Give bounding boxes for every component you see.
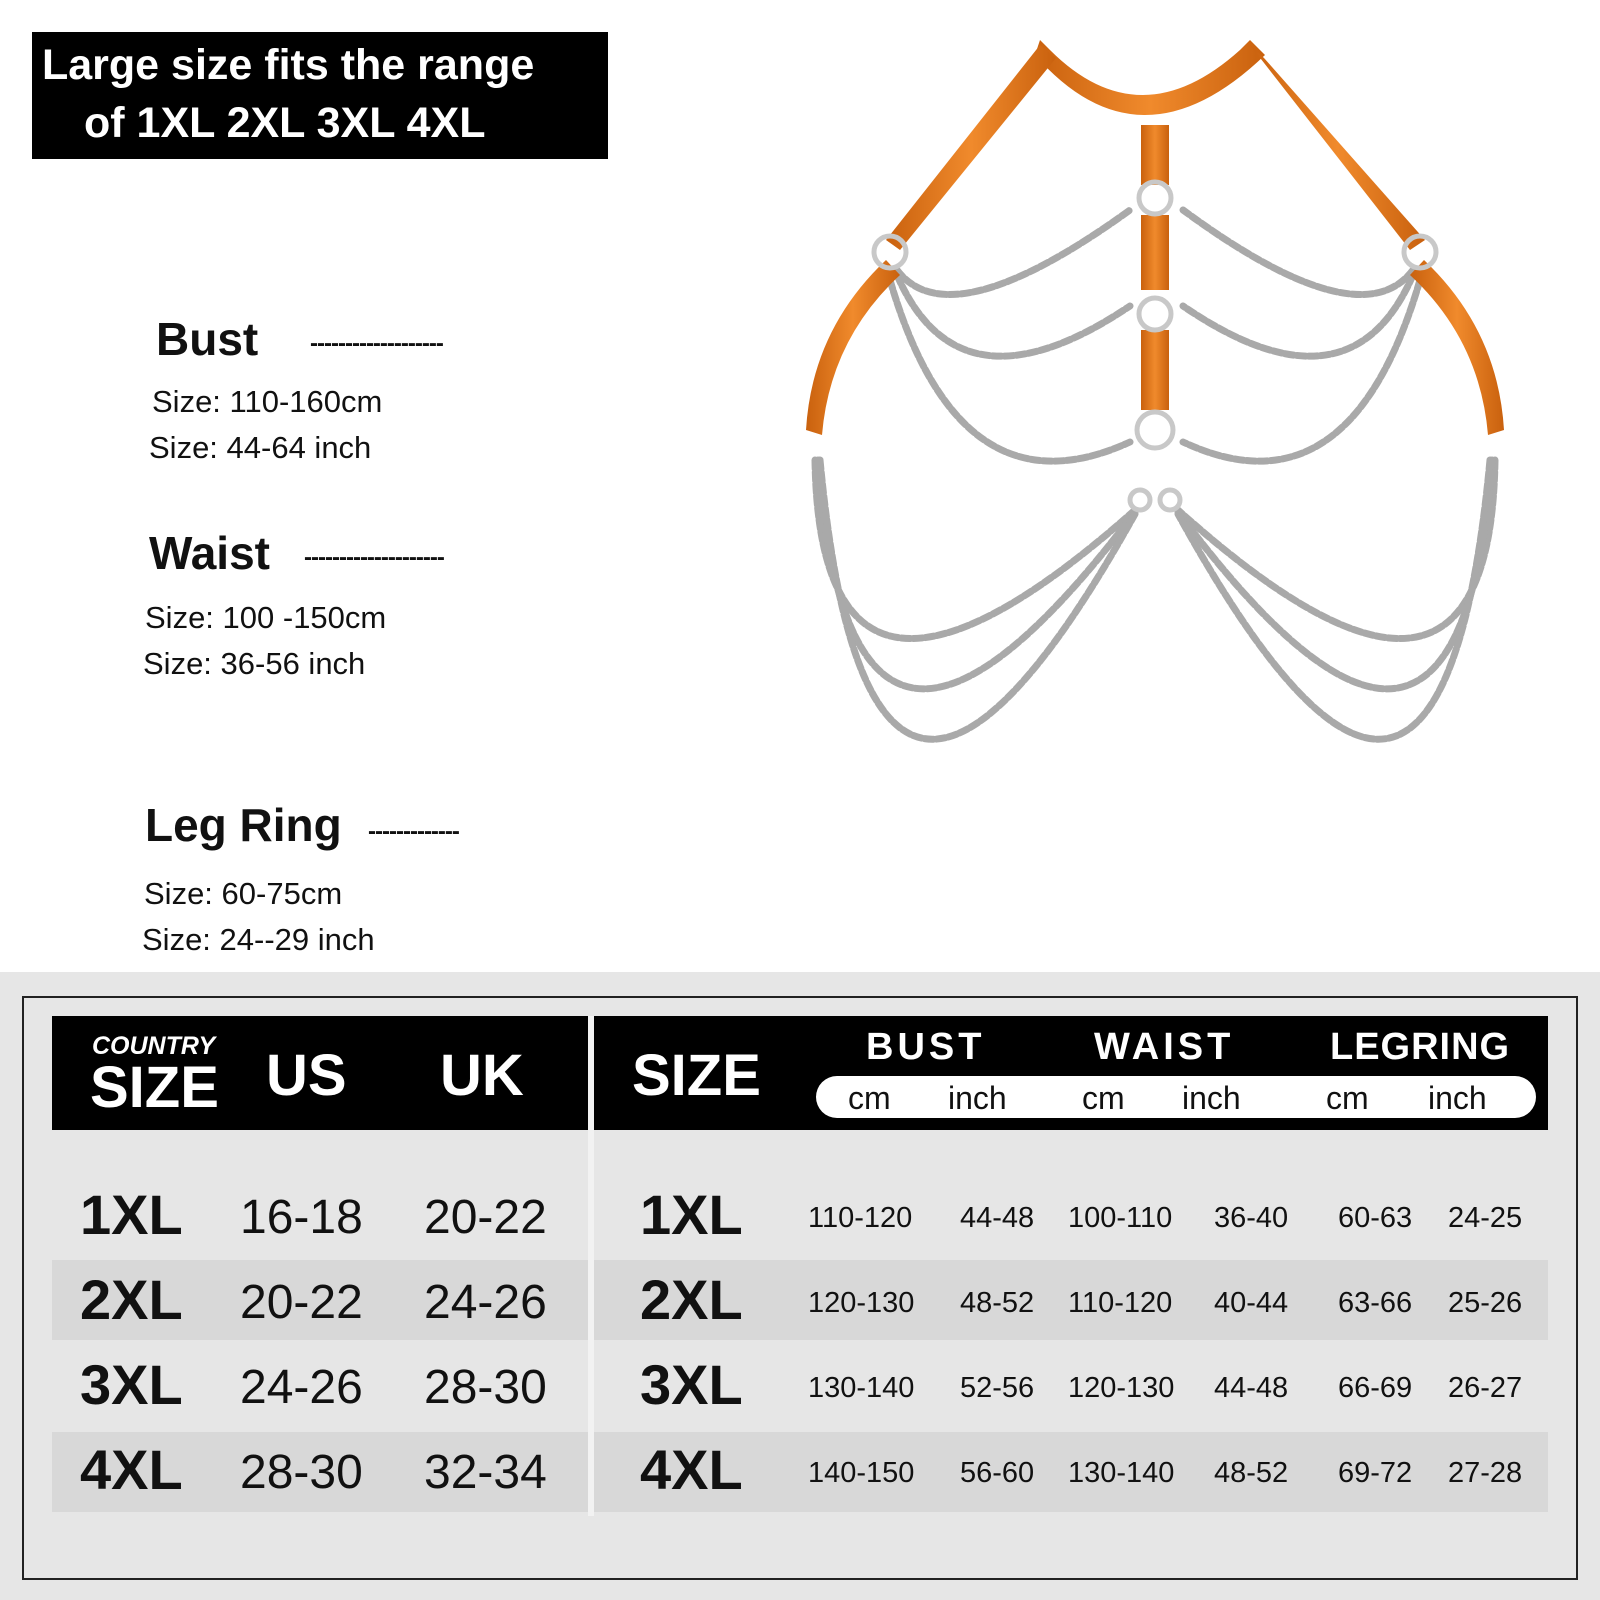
unit-bar [816, 1076, 1536, 1118]
straps [806, 40, 1504, 435]
cell-bust-cm: 130-140 [808, 1372, 915, 1404]
header-waist: WAIST [1094, 1026, 1235, 1068]
header-country: COUNTRY [92, 1032, 216, 1060]
banner-line-2: of 1XL 2XL 3XL 4XL [84, 99, 486, 147]
measurement-inch: Size: 36-56 inch [143, 646, 366, 681]
size-range-banner [32, 32, 608, 159]
cell-leg-cm: 63-66 [1338, 1287, 1413, 1319]
header-uk: UK [440, 1043, 524, 1108]
cell-waist-inch: 40-44 [1214, 1287, 1289, 1319]
header-us: US [266, 1043, 347, 1108]
cell-us: 24-26 [240, 1361, 363, 1414]
cell-bust-cm: 140-150 [808, 1457, 915, 1489]
cell-bust-inch: 52-56 [960, 1372, 1035, 1404]
cell-size: 3XL [640, 1353, 743, 1416]
measurement-cm: Size: 100 -150cm [145, 600, 387, 635]
measurement-inch: Size: 24--29 inch [142, 922, 375, 957]
measurement-dashes: -------------------- [304, 544, 444, 571]
unit-label: inch [1182, 1080, 1241, 1116]
cell-leg-inch: 24-25 [1448, 1202, 1523, 1234]
column-separator [588, 1016, 594, 1516]
cell-waist-inch: 36-40 [1214, 1202, 1289, 1234]
measurement-label: Bust [156, 313, 259, 365]
cell-leg-cm: 60-63 [1338, 1202, 1413, 1234]
measurement-label: Leg Ring [145, 799, 342, 851]
unit-label: inch [1428, 1080, 1487, 1116]
cell-bust-inch: 56-60 [960, 1457, 1035, 1489]
unit-label: cm [848, 1080, 891, 1116]
cell-waist-inch: 44-48 [1214, 1372, 1289, 1404]
cell-uk: 20-22 [424, 1191, 547, 1244]
cell-bust-inch: 48-52 [960, 1287, 1035, 1319]
measurement-cm: Size: 60-75cm [144, 876, 343, 911]
cell-bust-cm: 110-120 [808, 1202, 913, 1234]
cell-waist-cm: 100-110 [1068, 1202, 1173, 1234]
cell-uk: 32-34 [424, 1446, 547, 1499]
cell-us: 28-30 [240, 1446, 363, 1499]
cell-size: 2XL [640, 1268, 743, 1331]
cell-waist-cm: 110-120 [1068, 1287, 1173, 1319]
country-size-header [52, 1016, 588, 1130]
cell-size: 4XL [80, 1438, 183, 1501]
measurement-dashes: ------------------- [310, 330, 443, 357]
cell-us: 16-18 [240, 1191, 363, 1244]
cell-size: 1XL [80, 1183, 183, 1246]
measurement-inch: Size: 44-64 inch [149, 430, 372, 465]
measurement-size-header [594, 1016, 1548, 1130]
cell-size: 3XL [80, 1353, 183, 1416]
header-size: SIZE [632, 1043, 761, 1108]
cell-uk: 24-26 [424, 1276, 547, 1329]
cell-waist-cm: 130-140 [1068, 1457, 1175, 1489]
banner-line-1: Large size fits the range [42, 41, 535, 89]
unit-label: cm [1082, 1080, 1125, 1116]
measurement-dashes: ------------- [368, 818, 459, 845]
measurement-cm: Size: 110-160cm [152, 384, 383, 419]
cell-bust-inch: 44-48 [960, 1202, 1035, 1234]
unit-label: cm [1326, 1080, 1369, 1116]
cell-waist-cm: 120-130 [1068, 1372, 1175, 1404]
harness-product-image [790, 30, 1520, 950]
cell-leg-inch: 26-27 [1448, 1372, 1523, 1404]
measurement-label: Waist [149, 527, 270, 579]
cell-leg-inch: 27-28 [1448, 1457, 1523, 1489]
cell-leg-inch: 25-26 [1448, 1287, 1523, 1319]
cell-size: 1XL [640, 1183, 743, 1246]
cell-leg-cm: 69-72 [1338, 1457, 1413, 1489]
cell-us: 20-22 [240, 1276, 363, 1329]
cell-bust-cm: 120-130 [808, 1287, 915, 1319]
cell-size: 2XL [80, 1268, 183, 1331]
cell-leg-cm: 66-69 [1338, 1372, 1413, 1404]
cell-size: 4XL [640, 1438, 743, 1501]
header-legring: LEGRING [1330, 1026, 1511, 1068]
header-size: SIZE [90, 1055, 219, 1120]
cell-waist-inch: 48-52 [1214, 1457, 1289, 1489]
unit-label: inch [948, 1080, 1007, 1116]
header-bust: BUST [866, 1026, 986, 1068]
cell-uk: 28-30 [424, 1361, 547, 1414]
